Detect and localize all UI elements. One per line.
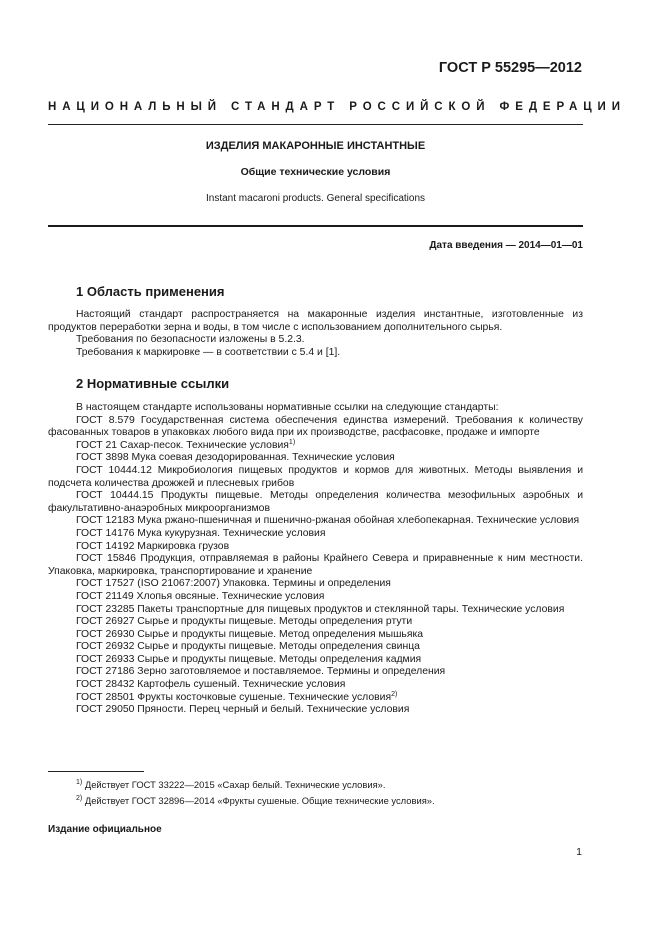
- document-subtitle: Общие технические условия: [240, 166, 391, 178]
- section-1-body: [48, 309, 583, 359]
- reference-item: [48, 452, 583, 465]
- reference-item: [48, 679, 583, 692]
- reference-text: ГОСТ 21 Сахар-песок. Технические условия: [76, 439, 289, 451]
- reference-text: ГОСТ 3898 Мука соевая дезодорированная. Технические условия: [76, 452, 395, 464]
- reference-text: ГОСТ 28432 Картофель сушеный. Технические условия: [76, 679, 346, 691]
- reference-item: [48, 591, 583, 604]
- reference-text: ГОСТ 26930 Сырье и продукты пищевые. Метод определения мышьяка: [76, 628, 424, 640]
- top-divider: [48, 124, 583, 125]
- reference-item: [48, 692, 583, 705]
- section-2-intro: В настоящем стандарте использованы нормативные ссылки на следующие стандарты:: [76, 402, 499, 413]
- reference-item: [48, 616, 583, 629]
- footnotes: [76, 777, 583, 809]
- reference-text: ГОСТ 23285 Пакеты транспортные для пищевых продуктов и стеклянной тары. Технические условия: [76, 603, 565, 615]
- reference-text: ГОСТ 28501 Фрукты косточковые сушеные. Технические условия: [76, 691, 392, 703]
- document-title-english: Instant macaroni products. General specifications: [206, 193, 425, 204]
- footnote-item: [76, 793, 583, 809]
- reference-item: [48, 541, 583, 554]
- reference-text: ГОСТ 10444.15 Продукты пищевые. Методы определения количества мезофильных аэробных и факультативно-анаэробных микроорганизмов: [48, 490, 583, 514]
- edition-label: Издание официальное: [48, 824, 162, 835]
- footnote-reference: 2): [391, 690, 398, 698]
- reference-item: [48, 553, 583, 578]
- introduction-date: Дата введения — 2014—01—01: [429, 240, 583, 251]
- footnote-text: Действует ГОСТ 33222—2015 «Сахар белый. Технические условия».: [82, 779, 386, 790]
- section-2-body: [48, 402, 583, 717]
- section-1-heading: 1 Область применения: [76, 284, 225, 299]
- footnote-item: [76, 777, 583, 793]
- reference-item: [48, 654, 583, 667]
- reference-text: ГОСТ 17527 (ISO 21067:2007) Упаковка. Термины и определения: [76, 578, 391, 590]
- reference-item: [48, 666, 583, 679]
- reference-item: [48, 629, 583, 642]
- reference-item: [48, 440, 583, 453]
- reference-item: [48, 515, 583, 528]
- reference-text: ГОСТ 10444.12 Микробиология пищевых продуктов и кормов для животных. Методы выявления и подсчета количества дрожжей и плесневых грибов: [48, 464, 583, 489]
- reference-text: ГОСТ 12183 Мука ржано-пшеничная и пшенично-ржаная обойная хлебопекарная. Технические условия: [76, 515, 580, 527]
- reference-text: ГОСТ 14176 Мука кукурузная. Технические условия: [76, 527, 326, 539]
- reference-item: [48, 704, 583, 717]
- reference-item: [48, 465, 583, 490]
- footnote-marker: 2): [76, 795, 83, 802]
- reference-text: ГОСТ 26927 Сырье и продукты пищевые. Методы определения ртути: [76, 616, 413, 628]
- national-standard-banner: НАЦИОНАЛЬНЫЙ СТАНДАРТ РОССИЙСКОЙ ФЕДЕРАЦИИ: [48, 101, 626, 113]
- document-title: ИЗДЕЛИЯ МАКАРОННЫЕ ИНСТАНТНЫЕ: [205, 140, 426, 152]
- reference-text: ГОСТ 26933 Сырье и продукты пищевые. Методы определения кадмия: [76, 653, 422, 665]
- reference-item: [48, 578, 583, 591]
- title-divider: [48, 225, 583, 227]
- reference-text: ГОСТ 27186 Зерно заготовляемое и поставляемое. Термины и определения: [76, 666, 446, 678]
- reference-item: [48, 641, 583, 654]
- section-1-paragraph: Требования к маркировке — в соответствии с 5.4 и [1].: [76, 346, 341, 358]
- reference-text: ГОСТ 29050 Пряности. Перец черный и белый. Технические условия: [76, 704, 410, 716]
- reference-item: [48, 490, 583, 515]
- page-number: 1: [576, 846, 582, 858]
- footnote-text: Действует ГОСТ 32896—2014 «Фрукты сушеные. Общие технические условия».: [82, 795, 435, 806]
- reference-text: ГОСТ 26932 Сырье и продукты пищевые. Методы определения свинца: [76, 641, 420, 653]
- reference-item: [48, 415, 583, 440]
- standard-number: ГОСТ Р 55295—2012: [438, 60, 582, 76]
- footnote-divider: [48, 771, 144, 772]
- footnote-reference: 1): [288, 438, 296, 446]
- reference-item: [48, 604, 583, 617]
- reference-text: ГОСТ 21149 Хлопья овсяные. Технические условия: [76, 590, 325, 602]
- section-1-paragraph: Требования по безопасности изложены в 5.2.3.: [76, 334, 305, 346]
- reference-text: ГОСТ 15846 Продукция, отправляемая в районы Крайнего Севера и приравненные к ним местности. Упаковка, маркировка, транспортирование и хранение: [48, 553, 583, 577]
- reference-text: ГОСТ 14192 Маркировка грузов: [76, 540, 230, 552]
- section-2-heading: 2 Нормативные ссылки: [76, 376, 230, 391]
- reference-text: ГОСТ 8.579 Государственная система обеспечения единства измерений. Требования к количеству фасованных товаров в упаковках любого вида при их производстве, расфасовке, продаже и импорте: [48, 414, 583, 439]
- footnote-marker: 1): [76, 779, 83, 786]
- reference-item: [48, 528, 583, 541]
- section-1-paragraph: Настоящий стандарт распространяется на макаронные изделия инстантные, изготовленные из продуктов переработки зерна и воды, в том числе с использованием дополнительного сырья.: [48, 309, 583, 333]
